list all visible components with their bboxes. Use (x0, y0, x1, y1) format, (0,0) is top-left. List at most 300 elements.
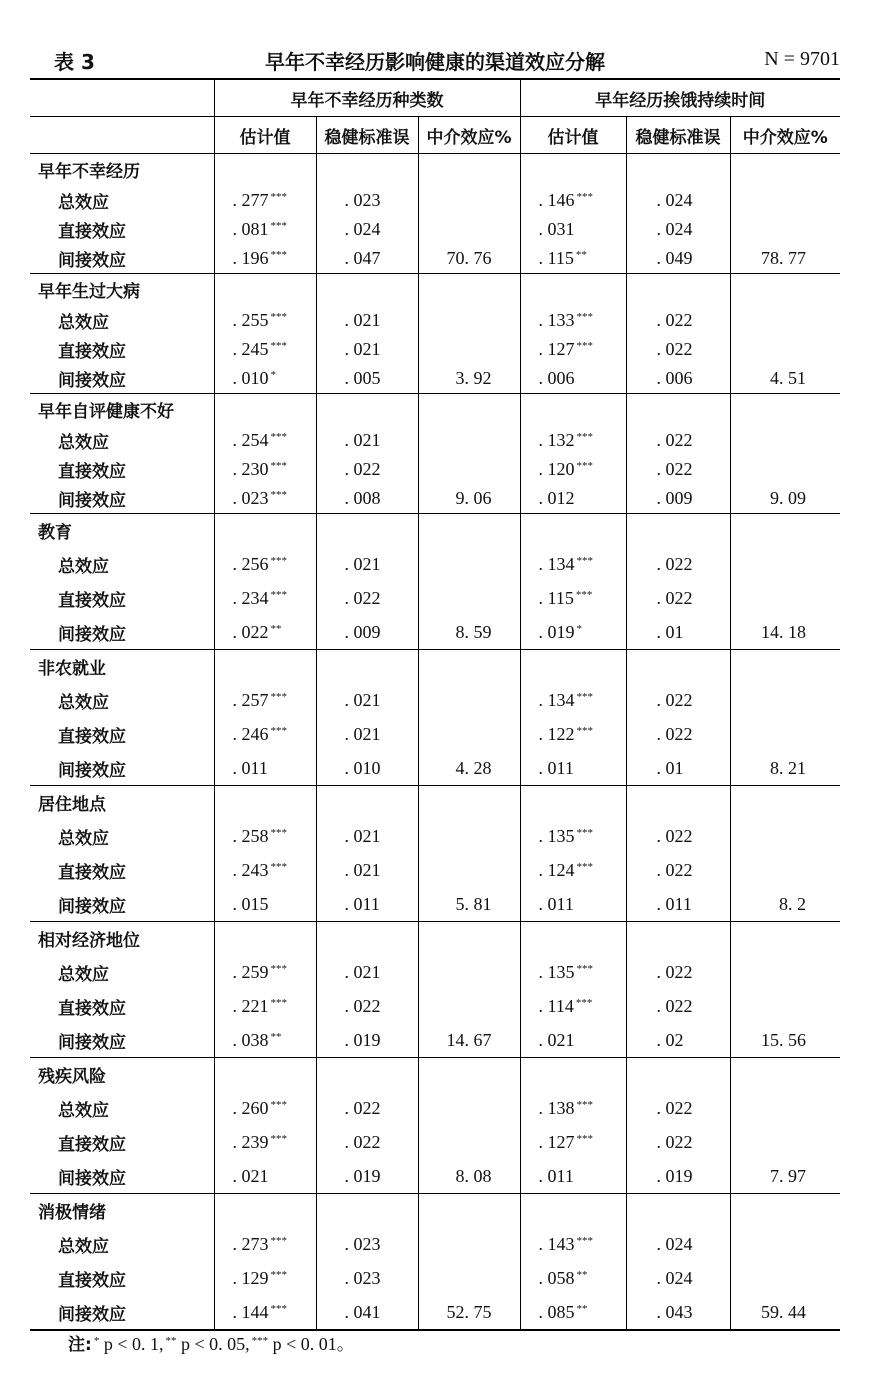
se-cell-2: . 022 (626, 455, 730, 484)
estimate-cell-2 (520, 215, 626, 244)
se-cell-1: . 009 (316, 616, 418, 650)
se-cell-2: . 009 (626, 484, 730, 514)
significance-stars: *** (270, 691, 287, 703)
estimate-cell-1 (214, 888, 316, 922)
estimate-value: . 258 (232, 826, 269, 846)
empty-cell (418, 154, 520, 186)
empty-cell (316, 394, 418, 426)
significance-stars: *** (270, 488, 287, 501)
section-label: 教育 (38, 523, 72, 544)
empty-cell (418, 514, 520, 548)
effect-label: 直接效应 (58, 461, 126, 482)
estimate-value: . 011 (538, 757, 574, 778)
results-table (30, 78, 840, 1331)
estimate-value: . 114 (538, 996, 574, 1016)
se-cell-1: . 022 (316, 990, 418, 1024)
significance-stars: *** (270, 339, 287, 352)
estimate-cell-1 (214, 244, 316, 274)
empty-cell (520, 274, 626, 306)
mediation-cell-1 (418, 820, 520, 854)
se-cell-2: . 024 (626, 1262, 730, 1296)
se-cell-2: . 019 (626, 1160, 730, 1194)
estimate-value: . 081 (232, 218, 269, 239)
table-row (30, 1126, 840, 1160)
mediation-cell-2 (730, 1228, 840, 1262)
header-est-2: 估计值 (520, 117, 626, 154)
empty-cell (418, 274, 520, 306)
empty-cell (214, 1058, 316, 1092)
estimate-cell-1 (214, 484, 316, 514)
effect-label: 直接效应 (58, 727, 126, 747)
se-cell-1: . 021 (316, 956, 418, 990)
table-row (30, 1092, 840, 1126)
empty-cell (214, 154, 316, 186)
se-cell-1: . 021 (316, 306, 418, 335)
significance-stars: *** (270, 725, 287, 737)
section-header-row (30, 154, 840, 186)
estimate-cell-2 (520, 1126, 626, 1160)
table-row (30, 244, 840, 274)
estimate-value: . 022 (232, 621, 269, 642)
estimate-cell-2 (520, 548, 626, 582)
header-se-1: 稳健标准误 (316, 117, 418, 154)
significance-stars: ** (575, 248, 587, 261)
empty-cell (418, 922, 520, 956)
mediation-cell-2 (730, 1126, 840, 1160)
se-cell-2: . 022 (626, 1092, 730, 1126)
estimate-value: . 230 (232, 458, 269, 479)
se-cell-1: . 021 (316, 718, 418, 752)
section-header-row (30, 394, 840, 426)
mediation-cell-1 (418, 582, 520, 616)
estimate-cell-1 (214, 752, 316, 786)
effect-label: 直接效应 (58, 591, 126, 611)
empty-cell (316, 274, 418, 306)
estimate-value: . 259 (232, 962, 269, 982)
estimate-value: . 134 (538, 690, 575, 710)
se-cell-2: . 022 (626, 718, 730, 752)
mediation-cell-1 (418, 306, 520, 335)
estimate-value: . 135 (538, 826, 575, 846)
estimate-cell-1 (214, 426, 316, 455)
se-cell-1: . 021 (316, 684, 418, 718)
table-row (30, 306, 840, 335)
se-cell-1: . 021 (316, 548, 418, 582)
estimate-value: . 133 (538, 309, 575, 330)
significance-stars: *** (270, 1269, 287, 1281)
estimate-value: . 273 (232, 1234, 269, 1254)
se-cell-2: . 006 (626, 364, 730, 394)
estimate-value: . 134 (538, 554, 575, 574)
estimate-value: . 146 (538, 189, 575, 210)
significance-stars: *** (576, 1133, 594, 1145)
effect-label: 直接效应 (58, 341, 126, 362)
mediation-cell-2 (730, 820, 840, 854)
mediation-cell-2: 7. 97 (730, 1160, 840, 1194)
estimate-value: . 006 (538, 367, 575, 388)
significance-stars: *** (576, 691, 594, 703)
se-cell-2: . 022 (626, 1126, 730, 1160)
se-cell-2: . 022 (626, 820, 730, 854)
empty-cell (520, 786, 626, 820)
mediation-cell-2: 59. 44 (730, 1296, 840, 1330)
empty-cell (418, 1058, 520, 1092)
estimate-cell-1 (214, 820, 316, 854)
significance-stars: *** (270, 1133, 287, 1145)
mediation-cell-1 (418, 718, 520, 752)
table-row (30, 888, 840, 922)
empty-cell (418, 1194, 520, 1228)
mediation-cell-2 (730, 548, 840, 582)
section-label: 居住地点 (38, 795, 106, 816)
se-cell-2: . 01 (626, 752, 730, 786)
estimate-cell-2 (520, 752, 626, 786)
empty-cell (730, 1194, 840, 1228)
estimate-value: . 245 (232, 338, 269, 359)
estimate-cell-1 (214, 1296, 316, 1330)
mediation-cell-1: 8. 08 (418, 1160, 520, 1194)
estimate-cell-2 (520, 426, 626, 455)
estimate-value: . 127 (538, 338, 575, 359)
significance-stars: *** (270, 459, 287, 472)
significance-stars: *** (576, 1099, 594, 1111)
effect-label: 间接效应 (30, 616, 214, 650)
section-header-row (30, 1058, 840, 1092)
empty-cell (316, 514, 418, 548)
header-se-2: 稳健标准误 (626, 117, 730, 154)
estimate-cell-1 (214, 215, 316, 244)
mediation-cell-1: 52. 75 (418, 1296, 520, 1330)
header-med-2: 中介效应% (730, 117, 840, 154)
table-row (30, 215, 840, 244)
estimate-value: . 011 (538, 1165, 574, 1186)
significance-stars: *** (576, 430, 594, 443)
significance-stars: *** (576, 339, 594, 352)
estimate-value: . 012 (538, 487, 575, 508)
se-cell-2: . 043 (626, 1296, 730, 1330)
section-header-row (30, 922, 840, 956)
se-cell-2: . 049 (626, 244, 730, 274)
empty-cell (214, 514, 316, 548)
table-row (30, 186, 840, 215)
mediation-cell-2 (730, 582, 840, 616)
mediation-cell-1: 8. 59 (418, 616, 520, 650)
mediation-cell-2 (730, 854, 840, 888)
mediation-cell-1 (418, 684, 520, 718)
empty-cell (520, 154, 626, 186)
estimate-cell-1 (214, 1126, 316, 1160)
se-cell-1: . 021 (316, 820, 418, 854)
mediation-cell-2: 78. 77 (730, 244, 840, 274)
estimate-value: . 021 (538, 1029, 575, 1050)
section-label: 早年不幸经历 (38, 162, 140, 183)
estimate-value: . 256 (232, 554, 269, 574)
estimate-cell-1 (214, 455, 316, 484)
se-cell-2: . 02 (626, 1024, 730, 1058)
mediation-cell-1 (418, 186, 520, 215)
significance-stars: ** (270, 622, 282, 635)
mediation-cell-1 (418, 335, 520, 364)
note-prefix: 注: (68, 1335, 92, 1355)
significance-stars: ** (576, 1269, 588, 1281)
se-cell-2: . 024 (626, 1228, 730, 1262)
estimate-value: . 221 (232, 996, 269, 1016)
empty-cell (730, 922, 840, 956)
estimate-value: . 143 (538, 1234, 575, 1254)
se-cell-1: . 023 (316, 186, 418, 215)
se-cell-1: . 047 (316, 244, 418, 274)
effect-label: 间接效应 (30, 888, 214, 922)
empty-cell (418, 394, 520, 426)
mediation-cell-1 (418, 548, 520, 582)
se-cell-1: . 023 (316, 1262, 418, 1296)
effect-label: 间接效应 (30, 752, 214, 786)
estimate-cell-1 (214, 718, 316, 752)
estimate-cell-2 (520, 484, 626, 514)
se-cell-1: . 021 (316, 854, 418, 888)
mediation-cell-2: 15. 56 (730, 1024, 840, 1058)
table-row (30, 616, 840, 650)
estimate-value: . 021 (232, 1165, 269, 1186)
mediation-cell-1 (418, 426, 520, 455)
estimate-value: . 115 (538, 588, 574, 608)
empty-cell (520, 922, 626, 956)
effect-label: 总效应 (58, 432, 109, 453)
estimate-value: . 243 (232, 860, 269, 880)
estimate-value: . 234 (232, 588, 269, 608)
note-star-2: ** (165, 1335, 177, 1347)
effect-label: 总效应 (58, 312, 109, 333)
table-row (30, 1024, 840, 1058)
empty-cell (316, 650, 418, 684)
table-row (30, 582, 840, 616)
estimate-cell-2 (520, 1228, 626, 1262)
se-cell-2: . 022 (626, 854, 730, 888)
empty-cell (626, 274, 730, 306)
se-cell-1: . 022 (316, 1126, 418, 1160)
estimate-cell-1 (214, 1262, 316, 1296)
empty-cell (626, 154, 730, 186)
estimate-cell-1 (214, 1228, 316, 1262)
se-cell-1: . 008 (316, 484, 418, 514)
significance-stars: *** (270, 248, 287, 261)
section-header-row (30, 650, 840, 684)
empty-cell (214, 650, 316, 684)
se-cell-1: . 019 (316, 1160, 418, 1194)
empty-cell (520, 1058, 626, 1092)
empty-cell (626, 394, 730, 426)
effect-label: 总效应 (58, 1101, 109, 1121)
estimate-value: . 015 (232, 893, 269, 914)
empty-cell (730, 786, 840, 820)
se-cell-1: . 041 (316, 1296, 418, 1330)
mediation-cell-2: 4. 51 (730, 364, 840, 394)
mediation-cell-2: 8. 21 (730, 752, 840, 786)
empty-cell (520, 650, 626, 684)
table-row (30, 335, 840, 364)
table-note (68, 1330, 355, 1356)
significance-stars: *** (270, 1302, 287, 1315)
table-row (30, 752, 840, 786)
note-text-3: p < 0. 01。 (268, 1334, 355, 1354)
section-label: 早年生过大病 (38, 282, 140, 303)
se-cell-1: . 024 (316, 215, 418, 244)
empty-cell (626, 1058, 730, 1092)
mediation-cell-1 (418, 215, 520, 244)
empty-cell (316, 786, 418, 820)
effect-label: 直接效应 (58, 1271, 126, 1291)
mediation-cell-1 (418, 455, 520, 484)
estimate-cell-2 (520, 956, 626, 990)
estimate-cell-2 (520, 854, 626, 888)
mediation-cell-2 (730, 335, 840, 364)
estimate-cell-2 (520, 186, 626, 215)
empty-cell (418, 786, 520, 820)
se-cell-2: . 01 (626, 616, 730, 650)
mediation-cell-2 (730, 426, 840, 455)
significance-stars: *** (270, 997, 287, 1009)
header-med-1: 中介效应% (418, 117, 520, 154)
estimate-cell-1 (214, 1092, 316, 1126)
header-empty-cell (30, 79, 214, 117)
empty-cell (418, 650, 520, 684)
table-row (30, 364, 840, 394)
significance-stars: *** (576, 310, 594, 323)
table-row (30, 1262, 840, 1296)
se-cell-1: . 022 (316, 455, 418, 484)
estimate-cell-2 (520, 1024, 626, 1058)
empty-cell (520, 394, 626, 426)
empty-cell (626, 650, 730, 684)
empty-cell (626, 1194, 730, 1228)
significance-stars: *** (270, 1099, 287, 1111)
estimate-value: . 254 (232, 429, 269, 450)
empty-cell (730, 650, 840, 684)
empty-cell (730, 274, 840, 306)
estimate-cell-1 (214, 364, 316, 394)
estimate-value: . 138 (538, 1098, 575, 1118)
se-cell-1: . 011 (316, 888, 418, 922)
empty-cell (730, 1058, 840, 1092)
se-cell-1: . 005 (316, 364, 418, 394)
mediation-cell-1: 5. 81 (418, 888, 520, 922)
empty-cell (626, 786, 730, 820)
estimate-value: . 023 (232, 487, 269, 508)
section-label: 残疾风险 (38, 1067, 106, 1088)
significance-stars: *** (270, 1235, 287, 1247)
estimate-cell-1 (214, 684, 316, 718)
estimate-cell-2 (520, 582, 626, 616)
table-row (30, 718, 840, 752)
estimate-value: . 124 (538, 860, 575, 880)
mediation-cell-1 (418, 1262, 520, 1296)
empty-cell (316, 1058, 418, 1092)
mediation-cell-2 (730, 684, 840, 718)
estimate-cell-2 (520, 1160, 626, 1194)
empty-cell (214, 922, 316, 956)
significance-stars: * (576, 622, 583, 635)
table-row (30, 990, 840, 1024)
estimate-value: . 031 (538, 218, 575, 239)
mediation-cell-2 (730, 956, 840, 990)
header-group1: 早年不幸经历种类数 (214, 79, 520, 117)
estimate-value: . 239 (232, 1132, 269, 1152)
estimate-value: . 132 (538, 429, 575, 450)
estimate-value: . 019 (538, 621, 575, 642)
estimate-value: . 127 (538, 1132, 575, 1152)
se-cell-1: . 021 (316, 335, 418, 364)
estimate-cell-2 (520, 990, 626, 1024)
note-star-3: *** (251, 1335, 269, 1347)
empty-cell (214, 274, 316, 306)
significance-stars: *** (270, 310, 287, 323)
significance-stars: *** (576, 725, 594, 737)
estimate-value: . 246 (232, 724, 269, 744)
mediation-cell-1 (418, 1126, 520, 1160)
estimate-cell-2 (520, 1262, 626, 1296)
estimate-cell-1 (214, 854, 316, 888)
significance-stars: *** (576, 861, 594, 873)
se-cell-2: . 022 (626, 335, 730, 364)
section-header-row (30, 274, 840, 306)
effect-label: 间接效应 (30, 364, 214, 394)
estimate-cell-2 (520, 718, 626, 752)
header-empty-cell (30, 117, 214, 154)
header-group2: 早年经历挨饿持续时间 (520, 79, 840, 117)
section-label: 消极情绪 (38, 1203, 106, 1224)
effect-label: 间接效应 (30, 244, 214, 274)
significance-stars: *** (576, 555, 594, 567)
estimate-cell-1 (214, 582, 316, 616)
significance-stars: ** (576, 1302, 588, 1315)
mediation-cell-2 (730, 1092, 840, 1126)
effect-label: 间接效应 (30, 1296, 214, 1330)
se-cell-2: . 011 (626, 888, 730, 922)
estimate-cell-2 (520, 335, 626, 364)
mediation-cell-2 (730, 718, 840, 752)
table-row (30, 1296, 840, 1330)
effect-label: 总效应 (58, 557, 109, 577)
effect-label: 间接效应 (30, 1024, 214, 1058)
mediation-cell-1: 9. 06 (418, 484, 520, 514)
significance-stars: *** (575, 589, 593, 601)
estimate-cell-2 (520, 1296, 626, 1330)
estimate-value: . 196 (232, 247, 269, 268)
se-cell-2: . 022 (626, 684, 730, 718)
mediation-cell-2: 14. 18 (730, 616, 840, 650)
estimate-cell-2 (520, 616, 626, 650)
section-label: 相对经济地位 (38, 931, 140, 952)
estimate-cell-2 (520, 820, 626, 854)
effect-label: 总效应 (58, 192, 109, 213)
estimate-value: . 122 (538, 724, 575, 744)
effect-label: 间接效应 (30, 1160, 214, 1194)
estimate-value: . 129 (232, 1268, 269, 1288)
mediation-cell-1: 4. 28 (418, 752, 520, 786)
note-star-1: * (93, 1335, 100, 1347)
se-cell-2: . 022 (626, 306, 730, 335)
estimate-value: . 011 (538, 893, 574, 914)
significance-stars: *** (270, 963, 287, 975)
table-row (30, 1228, 840, 1262)
empty-cell (730, 154, 840, 186)
empty-cell (214, 394, 316, 426)
estimate-cell-1 (214, 990, 316, 1024)
se-cell-2: . 022 (626, 990, 730, 1024)
estimate-cell-2 (520, 684, 626, 718)
mediation-cell-1 (418, 956, 520, 990)
estimate-value: . 135 (538, 962, 575, 982)
